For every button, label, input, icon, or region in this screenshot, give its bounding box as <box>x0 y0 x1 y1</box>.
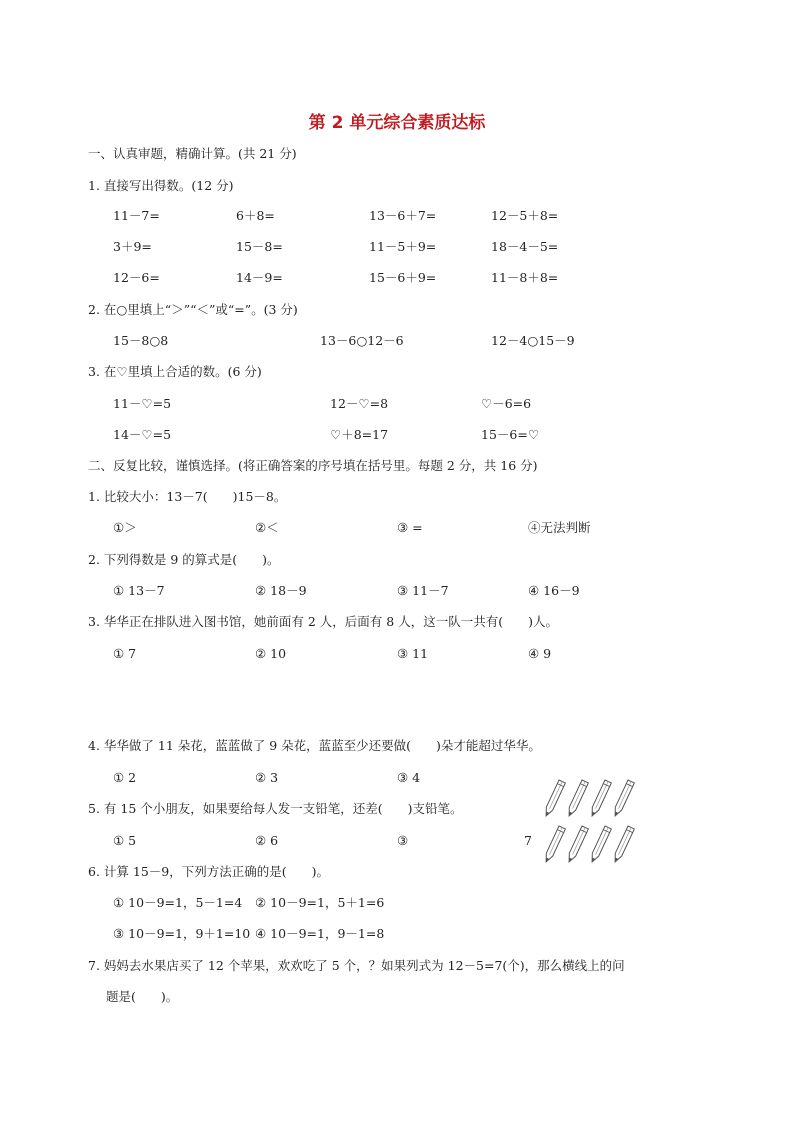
question-label: 7. 妈妈去水果店买了 12 个苹果，欢欢吃了 5 个，？如果列式为 12－5=7(个)，那么横线上的问 <box>88 958 625 973</box>
option: ②＜ <box>255 520 279 535</box>
calc-item: 3＋9= <box>113 239 152 254</box>
option: ④ 10－9=1，9－1=8 <box>255 926 385 941</box>
calc-item: 12－5＋8= <box>491 208 559 223</box>
option: ② 3 <box>255 770 279 785</box>
question-label: 2. 下列得数是 9 的算式是( )。 <box>88 552 280 567</box>
option: ② 10 <box>255 646 287 661</box>
option: ① 2 <box>113 770 137 785</box>
compare-item: 12－4○15－9 <box>491 333 575 348</box>
option: ④ 9 <box>528 646 552 661</box>
option: ② 6 <box>255 833 279 848</box>
option: ① 5 <box>113 833 137 848</box>
option: ④ 16－9 <box>528 583 580 598</box>
fill-item: 12－♡=8 <box>330 396 389 411</box>
option: ③ 11 <box>397 646 429 661</box>
option: ③ <box>397 833 409 848</box>
calc-item: 13－6＋7= <box>369 208 437 223</box>
option: ③ = <box>397 520 423 535</box>
pencils-illustration <box>543 778 643 870</box>
option-number: 7 <box>524 833 532 848</box>
calc-item: 11－8＋8= <box>491 270 559 285</box>
section-heading-1: 一、认真审题，精确计算。(共 21 分) <box>88 146 297 161</box>
fill-item: ♡－6=6 <box>481 396 532 411</box>
page-title: 第 2 单元综合素质达标 <box>308 113 486 133</box>
calc-item: 15－6＋9= <box>369 270 437 285</box>
question-label: 6. 计算 15－9，下列方法正确的是( )。 <box>88 864 329 879</box>
compare-item: 13－6○12－6 <box>320 333 404 348</box>
question-label: 2. 在○里填上“＞”“＜”或“=”。(3 分) <box>88 302 298 317</box>
option: ③ 4 <box>397 770 421 785</box>
question-label: 3. 华华正在排队进入图书馆，她前面有 2 人，后面有 8 人，这一队一共有( )人。 <box>88 614 558 629</box>
calc-item: 6＋8= <box>236 208 275 223</box>
section-heading-2: 二、反复比较，谨慎选择。(将正确答案的序号填在括号里。每题 2 分，共 16 分) <box>88 458 538 473</box>
option: ① 7 <box>113 646 137 661</box>
question-label-continued: 题是( )。 <box>106 989 179 1004</box>
question-label: 1. 比较大小：13－7( )15－8。 <box>88 489 287 504</box>
option: ① 10－9=1，5－1=4 <box>113 895 243 910</box>
fill-item: ♡＋8=17 <box>330 427 389 442</box>
question-label: 5. 有 15 个小朋友，如果要给每人发一支铅笔，还差( )支铅笔。 <box>88 801 463 816</box>
option: ③ 10－9=1，9＋1=10 <box>113 926 251 941</box>
option: ① 13－7 <box>113 583 165 598</box>
option: ② 18－9 <box>255 583 307 598</box>
question-label: 4. 华华做了 11 朵花，蓝蓝做了 9 朵花，蓝蓝至少还要做( )朵才能超过华华。 <box>88 738 541 753</box>
fill-item: 14－♡=5 <box>113 427 172 442</box>
fill-item: 11－♡=5 <box>113 396 172 411</box>
calc-item: 14－9= <box>236 270 283 285</box>
option: ③ 11－7 <box>397 583 449 598</box>
question-label: 3. 在♡里填上合适的数。(6 分) <box>88 364 262 379</box>
option: ④无法判断 <box>528 520 591 535</box>
option: ①＞ <box>113 520 137 535</box>
calc-item: 18－4－5= <box>491 239 559 254</box>
calc-item: 12－6= <box>113 270 160 285</box>
fill-item: 15－6=♡ <box>481 427 540 442</box>
option: ② 10－9=1，5＋1=6 <box>255 895 385 910</box>
calc-item: 11－7= <box>113 208 160 223</box>
question-label: 1. 直接写出得数。(12 分) <box>88 178 234 193</box>
calc-item: 15－8= <box>236 239 283 254</box>
compare-item: 15－8○8 <box>113 333 169 348</box>
calc-item: 11－5＋9= <box>369 239 437 254</box>
